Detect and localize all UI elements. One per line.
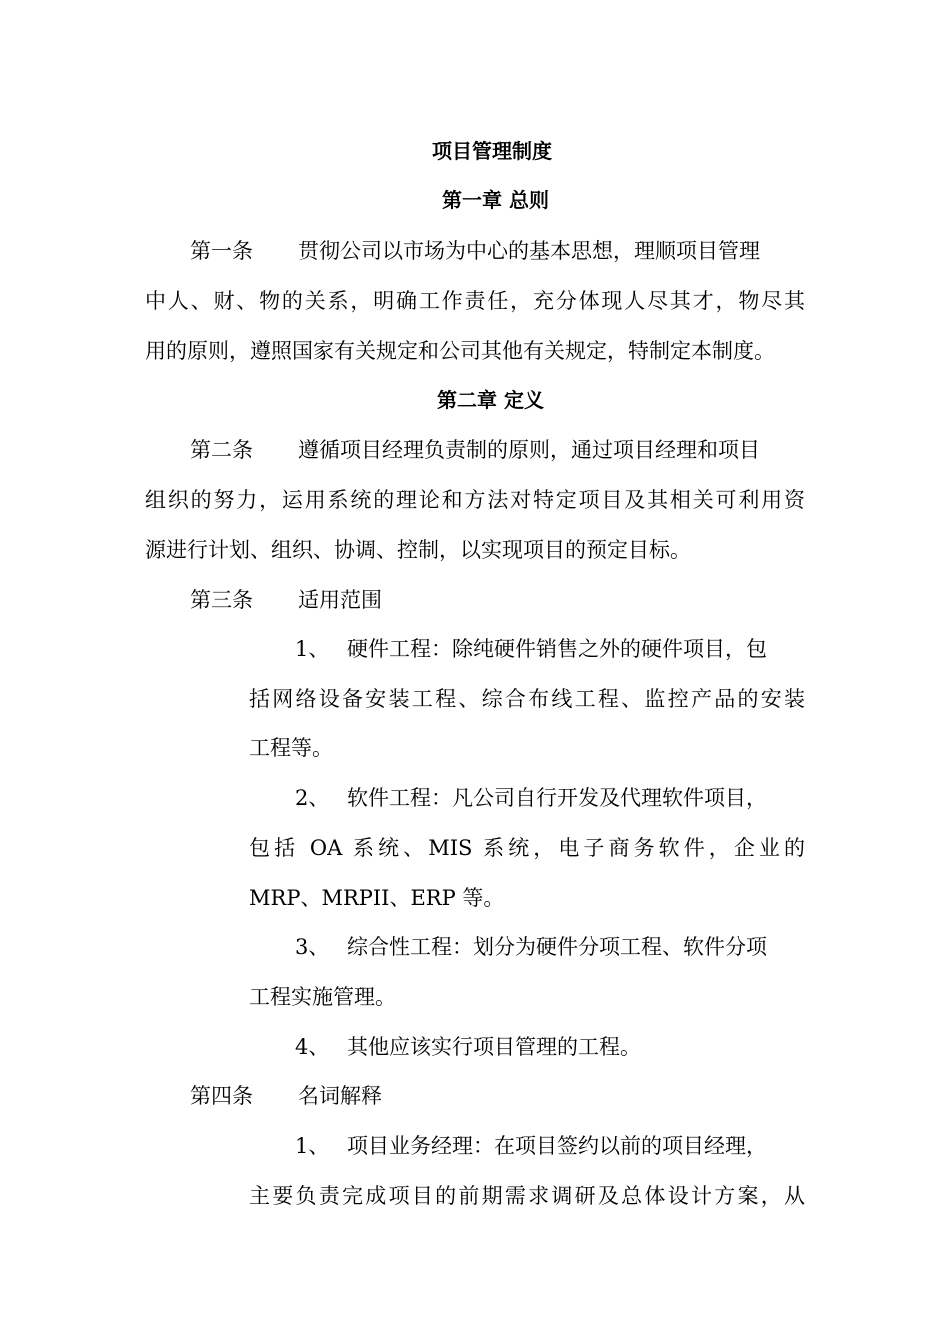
paragraph-line: 工程实施管理。 xyxy=(249,985,396,1009)
paragraph-line: 主要负责完成项目的前期需求调研及总体设计方案，从 xyxy=(249,1184,805,1208)
item-number: 2、 xyxy=(295,786,330,810)
list-item xyxy=(295,932,767,962)
article-label: 第二条 xyxy=(190,438,253,462)
article-label: 第一条 xyxy=(190,239,253,263)
list-item xyxy=(295,783,767,813)
item-number: 3、 xyxy=(295,935,330,959)
paragraph-line: 中人、财、物的关系，明确工作责任，充分体现人尽其才，物尽其 xyxy=(145,289,805,313)
item-text: 项目业务经理：在项目签约以前的项目经理， xyxy=(347,1134,767,1158)
item-number: 1、 xyxy=(295,1134,330,1158)
paragraph-line: 组织的努力，运用系统的理论和方法对特定项目及其相关可利用资 xyxy=(145,488,805,512)
article-text: 适用范围 xyxy=(298,588,382,612)
article-line xyxy=(190,1081,382,1111)
article-text: 贯彻公司以市场为中心的基本思想，理顺项目管理 xyxy=(298,239,760,263)
item-text: 综合性工程：划分为硬件分项工程、软件分项 xyxy=(347,935,767,959)
article-line xyxy=(190,236,760,266)
document-title: 项目管理制度 xyxy=(432,139,552,163)
article-label: 第四条 xyxy=(190,1084,253,1108)
article-line xyxy=(190,435,760,465)
chapter-heading: 第二章 定义 xyxy=(437,388,544,412)
paragraph-line: 括网络设备安装工程、综合布线工程、监控产品的安装 xyxy=(249,687,805,711)
item-text: 其他应该实行项目管理的工程。 xyxy=(347,1035,641,1059)
item-number: 4、 xyxy=(295,1035,330,1059)
paragraph-line: MRP、MRPII、ERP 等。 xyxy=(249,886,505,910)
article-text: 遵循项目经理负责制的原则，通过项目经理和项目 xyxy=(298,438,760,462)
list-item xyxy=(295,1032,641,1062)
paragraph-line: 包括 OA 系统、MIS 系统，电子商务软件，企业的 xyxy=(249,836,805,860)
list-item xyxy=(295,634,767,664)
item-text: 软件工程：凡公司自行开发及代理软件项目， xyxy=(347,786,767,810)
item-number: 1、 xyxy=(295,637,330,661)
article-line xyxy=(190,585,382,615)
article-label: 第三条 xyxy=(190,588,253,612)
chapter-heading: 第一章 总则 xyxy=(442,188,549,212)
paragraph-line: 用的原则，遵照国家有关规定和公司其他有关规定，特制定本制度。 xyxy=(145,339,775,363)
list-item xyxy=(295,1131,767,1161)
paragraph-line: 工程等。 xyxy=(249,736,333,760)
item-text: 硬件工程：除纯硬件销售之外的硬件项目，包 xyxy=(347,637,767,661)
paragraph-line: 源进行计划、组织、协调、控制，以实现项目的预定目标。 xyxy=(145,538,691,562)
article-text: 名词解释 xyxy=(298,1084,382,1108)
